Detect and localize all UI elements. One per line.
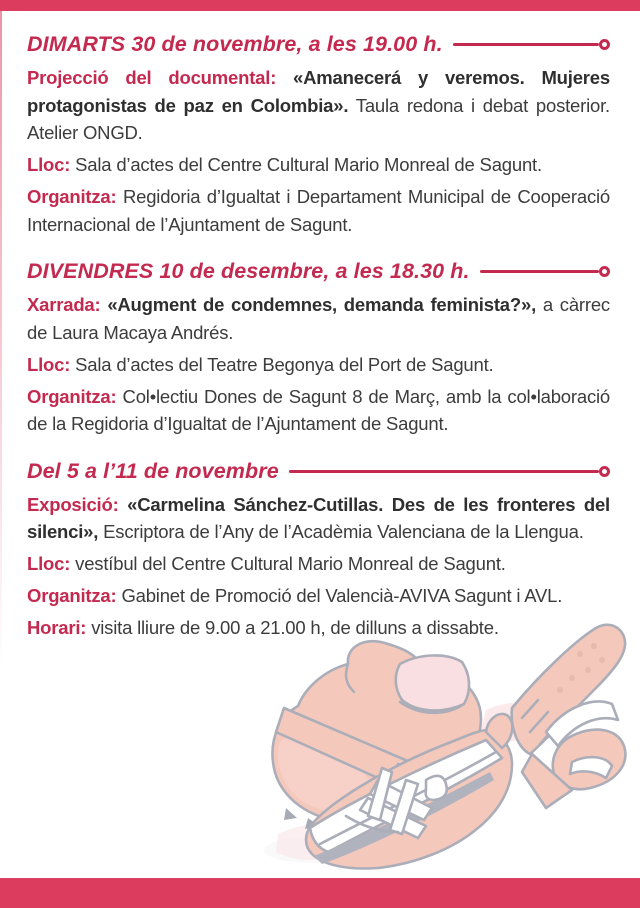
heading-rule-endpoint-circle bbox=[599, 466, 610, 477]
event-date-title: DIVENDRES 10 de desembre, a les 18.30 h. bbox=[27, 259, 470, 283]
location-text: Sala d’actes del Teatre Begonya del Port de Sagunt. bbox=[75, 353, 494, 375]
top-accent-bar bbox=[0, 0, 640, 11]
location-text: Sala d’actes del Centre Cultural Mario Monreal de Sagunt. bbox=[75, 154, 542, 175]
event-title: «Augment de condemnes, demanda feminista?», bbox=[107, 294, 537, 315]
event-section-2 bbox=[27, 259, 610, 438]
organizer-label: Organitza: bbox=[27, 585, 117, 606]
event-organizer bbox=[27, 183, 610, 238]
event-date-title: DIMARTS 30 de novembre, a les 19.00 h. bbox=[27, 32, 443, 56]
event-description bbox=[27, 291, 610, 346]
location-label: Lloc: bbox=[27, 353, 71, 375]
event-heading bbox=[27, 259, 610, 284]
events-list bbox=[0, 11, 640, 663]
event-location bbox=[27, 351, 610, 379]
organizer-label: Organitza: bbox=[27, 186, 117, 207]
event-type-label: Xarrada: bbox=[27, 294, 101, 315]
location-text: vestíbul del Centre Cultural Mario Monreal de Sagunt. bbox=[75, 553, 506, 574]
location-label: Lloc: bbox=[27, 154, 71, 175]
event-heading bbox=[27, 32, 610, 57]
event-extra-text: a càrrec de Laura Macaya Andrés. bbox=[27, 294, 610, 343]
event-organizer bbox=[27, 582, 610, 610]
organizer-text: Col•lectiu Dones de Sagunt 8 de Març, amb la col•laboració de la Regidoria d’Igualtat de l’Ajuntament de Sagunt. bbox=[27, 385, 610, 434]
event-title: «Amanecerá y veremos. Mujeres protagonistas de paz en Colombia». bbox=[27, 67, 610, 116]
event-extra-text: Taula redona i debat posterior. Atelier ONGD. bbox=[27, 94, 610, 143]
organizer-text: Gabinet de Promoció del Valencià-AVIVA Sagunt i AVL. bbox=[121, 585, 563, 606]
event-location bbox=[27, 550, 610, 578]
event-organizer bbox=[27, 383, 610, 438]
event-type-label: Exposició: bbox=[27, 493, 119, 515]
schedule-text: visita lliure de 9.00 a 21.00 h, de dilluns a dissabte. bbox=[91, 617, 499, 638]
event-section-1 bbox=[27, 32, 610, 238]
organizer-text: Regidoria d’Igualtat i Departament Municipal de Cooperació Internacional de l’Ajuntament de Sagunt. bbox=[27, 186, 610, 235]
heading-rule-endpoint-circle bbox=[599, 39, 610, 50]
shoes-illustration bbox=[250, 612, 640, 877]
event-extra-text: Escriptora de l’Any de l’Acadèmia Valenciana de la Llengua. bbox=[103, 521, 584, 542]
location-label: Lloc: bbox=[27, 553, 71, 574]
heading-rule bbox=[453, 43, 599, 46]
heading-rule bbox=[289, 470, 599, 473]
heading-rule bbox=[480, 270, 599, 273]
event-date-title: Del 5 a l’11 de novembre bbox=[27, 458, 279, 483]
bottom-accent-bar bbox=[0, 878, 640, 908]
event-location bbox=[27, 151, 610, 179]
heading-rule-endpoint-circle bbox=[599, 266, 610, 277]
organizer-label: Organitza: bbox=[27, 385, 117, 407]
event-description bbox=[27, 64, 610, 147]
event-type-label: Projecció del documental: bbox=[27, 67, 277, 88]
event-description bbox=[27, 491, 610, 546]
event-title: «Carmelina Sánchez-Cutillas. Des de les fronteres del silenci», bbox=[27, 493, 610, 542]
schedule-label: Horari: bbox=[27, 617, 87, 638]
event-heading bbox=[27, 459, 610, 484]
